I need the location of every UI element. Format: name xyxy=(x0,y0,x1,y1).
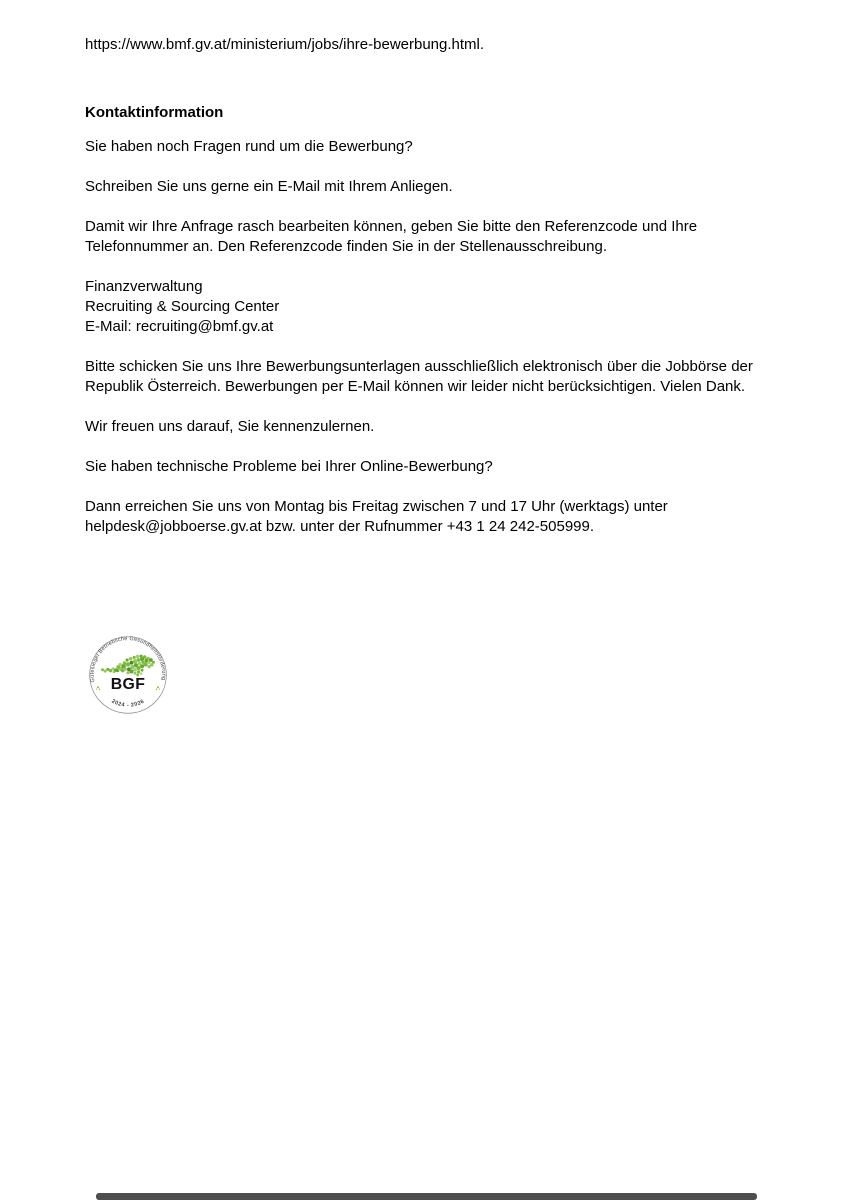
contact-dept: Recruiting & Sourcing Center xyxy=(85,298,280,315)
contact-email-line: E-Mail: recruiting@bmf.gv.at xyxy=(85,318,274,335)
contact-block xyxy=(85,277,791,337)
paragraph-helpdesk-note: Dann erreichen Sie uns von Montag bis Freitag zwischen 7 und 17 Uhr (werktags) unter helpdesk@jobboerse.gv.at bzw. unter der Rufnummer +43 1 24 242-505999. xyxy=(85,498,668,535)
section-heading: Kontaktinformation xyxy=(85,104,224,121)
bottom-bar xyxy=(96,1193,757,1200)
paragraph-reference-note: Damit wir Ihre Anfrage rasch bearbeiten können, geben Sie bitte den Referenzcode und Ihre Telefonnummer an. Den Referenzcode finden Sie in der Stellenausschreibung. xyxy=(85,218,698,255)
application-url-text: https://www.bmf.gv.at/ministerium/jobs/ihre-bewerbung.html. xyxy=(85,36,485,53)
seal-ring-text: Gütesiegel Betriebliche Gesundheitsförderung xyxy=(89,636,167,683)
bgf-text: BGF xyxy=(110,676,146,694)
document-body xyxy=(85,35,791,557)
contact-org: Finanzverwaltung xyxy=(85,278,203,295)
bgf-seal-logo xyxy=(84,631,172,719)
paragraph-tech-question: Sie haben technische Probleme bei Ihrer Online-Bewerbung? xyxy=(85,458,493,475)
paragraph-closing: Wir freuen uns darauf, Sie kennenzulernen. xyxy=(85,418,375,435)
seal-years-text: 2024 - 2026 xyxy=(110,698,146,709)
paragraph-submission-note: Bitte schicken Sie uns Ihre Bewerbungsunterlagen ausschließlich elektronisch über die Jobbörse der Republik Österreich. Bewerbungen per E-Mail können wir leider nicht berücksichtigen. Vielen Dank. xyxy=(85,358,753,395)
paragraph-question-intro: Sie haben noch Fragen rund um die Bewerbung? xyxy=(85,138,413,155)
paragraph-email-invite: Schreiben Sie uns gerne ein E-Mail mit Ihrem Anliegen. xyxy=(85,178,453,195)
